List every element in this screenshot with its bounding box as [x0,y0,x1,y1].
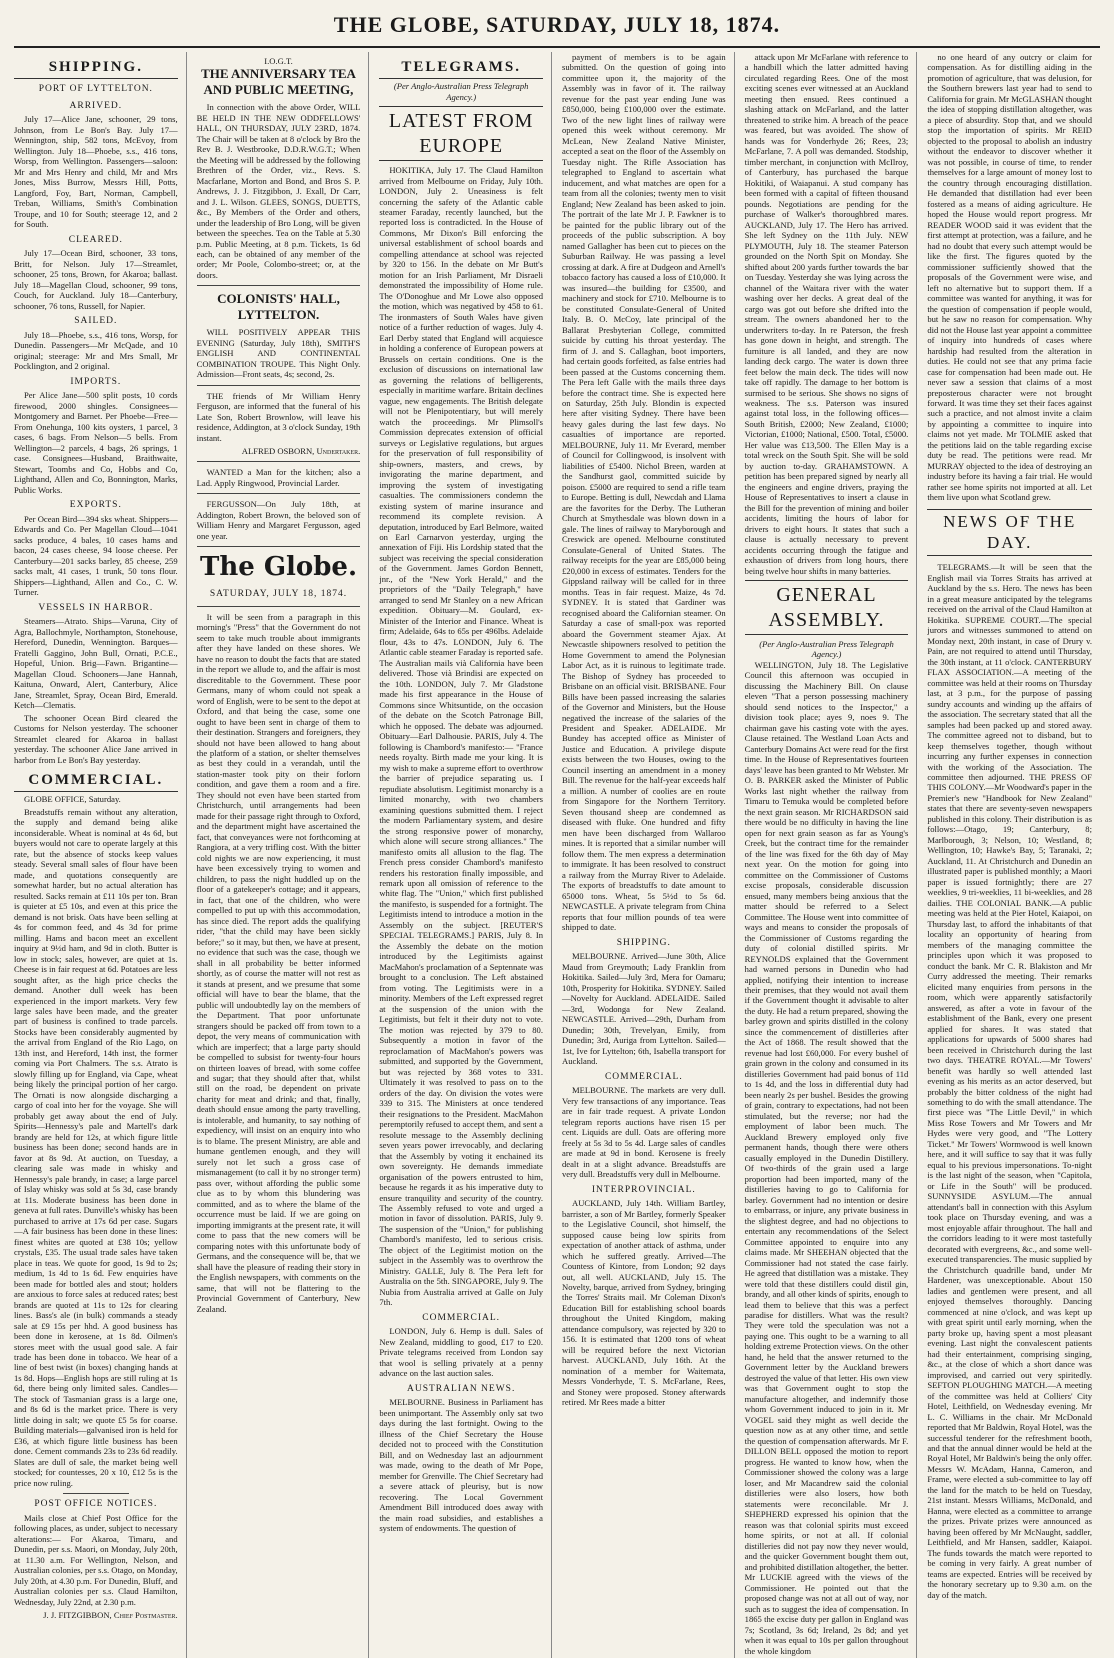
cleared-text: July 17—Ocean Bird, schooner, 33 tons, Britt, for Nelson. July 17—Streamlet, schooner, 25 tons, Brown, for Akaroa; ballast. July 18—Magellan Cloud, schooner, 99 tons, Couch, for Auckland. July 18—Canterbury, schooner, 76 tons, Russell, for Napier. [14,248,178,311]
funeral-notice: THE friends of Mr William Henry Ferguson, are informed that the funeral of his Late Son, Robert Brownlow, will leave his residence, Addington, at 3 o'clock Sunday, 19th instant. [196,390,361,443]
column-6 [927,52,1100,1658]
death-notice: FERGUSSON—On July 18th, at Addington, Robert Brown, the beloved son of William Henry and Margaret Fergusson, aged one year. [196,499,361,541]
telegrams-text: HOKITIKA, July 17. The Claud Hamilton arrived from Melbourne on Friday, July 10th. LONDON, July 2. Uneasiness is felt concerning the safety of the Atlantic cable steamer Faraday, recently launched, but the reported loss is contradicted. In the House of Commons, Mr Dixon's Bill enforcing the universal establishment of school boards and compelling attendance at school was rejected by 320 to 156. In the debate on Mr Butt's motion for an Irish Parliament, Mr Disraeli demonstrated the impossibility of Home rule. The O'Donoghue and Mr Lowe also opposed the motion, which was negatived by 458 to 61. The ironmasters of South Wales have given notice of a further reduction of wages. July 4. Earl Derby stated that England will acquiesce in holding a conference of European powers at Brussels on certain conditions. One is the exclusion of discussions on international law as governing the relations of belligerents, especially in maritime warfare. Britain declines vague, new engagements. The British delegate will not be Plenipotentiary, but will merely watch the proceedings. Mr Plimsoll's Commission deprecates extension of official surveys or Legislative regulations, but argues for the preservation of full responsibility of ship-owners, masters, and crews, by invigorating the marine department, and improving the system of investigating casualties. The commissioners condemn the existing system of marine insurance and recommend its complete revision. A deputation, introduced by Earl Belmore, waited on Earl Carnarvon yesterday, urging the annexation of Fiji. His Lordship stated that the subject was receiving the special consideration of the Government. James Gordon Bennett, jnr., of the "New York Herald," and the proprietors of the "Daily Telegraph," have arranged to send Mr Stanley on a new African expedition. Obituary—M. Goulard, ex-Minister of the Interior and Finance. Wheat is firm; Adelaide, 64s to 65s per 496lbs. Adelaide flour, 43s to 47s. LONDON, July 6. The Atlantic cable steamer Faraday is reported safe. The Australian mails vià California have been delivered. Those vià Brindisi are expected on the 10th. LONDON, July 7. Mr Gladstone made his first appearance in the House of Commons since Whitsuntide, on the occasion of the debate on the Scotch Patronage Bill, which he opposed. The debate was adjourned. Obituary—Earl Dalhousie. PARIS, July 4. The following is Chambord's manifesto:— "France needs royalty. Birth made me your king. It is my wish to make a supreme effort to overthrow the barrier of prejudice separating us. I repudiate absolutism. Legitimist monarchy is a limited monarchy, with two chambers examining questions submitted them. I reject the modern Parliamentary system, and desire the strong responsive power of monarchy, which alone will secure strong alliances." The manifesto omits all allusion to the flag. The French press consider Chambord's manifesto renders his restoration finally impossible, and remark upon all omission of reference to the white flag. The "Union," which first published the manifesto, is suspended for a fortnight. The Legitimists intend to introduce a motion in the Assembly on the subject. [REUTER'S SPECIAL TELEGRAMS.] PARIS, July 8. In the Assembly the debate on the motion introduced by the Legitimists against MacMahon's proclamation of a Septennate was brought to a conclusion. The Left abstained from voting. The Legitimists were in a minority. Members of the Left expressed regret at the suspension of the union with the Legitimists, but felt it their duty not to vote. The motion was rejected by 379 to 80. Subsequently a motion in favor of the reproclamation of MacMahon's powers was submitted, and supported by the Government, but was rejected by 368 votes to 331. Ultimately it was resolved to pass on to the orders of the day. On division the votes were 339 to 315. The Ministers at once tendered their resignations to the President. MacMahon peremptorily refused to accept them, and sent a resolute message to the Assembly declining seven years power irrevocably, and declaring that the Assembly by voting it enchained its own sovereignty. He demands immediate organisation of the powers entrusted to him, because he regards it as his imperative duty to ensure tranquility and security of the country. The Assembly refused to vote and urged a motion in favor of dissolution. PARIS, July 9. The suspension of the "Union," for publishing Chambord's manifesto, led to serious crisis. The object of the Legitimist motion on the subject in the Assembly was to overthrow the Ministry. GALLE, July 8. The Pera left for Australia on the 5th. SINGAPORE, July 9. The Nubia from Australia arrived at Galle on July 7th. [379,165,543,1308]
telegrams-title: TELEGRAMS. [379,58,543,79]
divider [197,606,361,607]
colonists-hall-notice [197,291,361,323]
post-office-text: Mails close at Chief Post Office for the following places, as under, subject to necessary alterations:— For Akaroa, Timaru, and Dunedin, per s.s. Maori, on Monday, July 20th, at 11.30 a.m. For Wellington, Nelson, and Australian colonies, per s.s. Otago, on Monday, July 20th, at 4.30 p.m. For Dunedin, Bluff, and Australian colonies per s.s. Claud Hamilton, Wednesday, July 22nd, at 2.30 p.m. [14,1512,178,1607]
commercial-dateline: GLOBE OFFICE, Saturday. [24,794,121,805]
divider [197,461,361,462]
general-assembly-text: WELLINGTON, July 18. The Legislative Council this afternoon was occupied in discussing the Machinery Bill. On clause eleven "That a person possessing machinery should send notices to the Inspector," a division took place; ayes 9, noes 9. The chairman gave his casting vote with the ayes. Clause retained. The Westland Loan Acts and Canterbury Domains Act were read for the first time. In the House of Representatives fourteen days' leave has been granted to Mr Webster. Mr O. B. PARKER asked the Minister of Public Works last night whether the railway from Timaru to Temuka would be completed before the next grain season. Mr RICHARDSON said there would be no difficulty in having the line open for next grain season as far as Young's Creek, but the contract time for the remainder of the line was fixed for the 6th day of May next year. On the motion for going into committee on the Commissioner of Customs excise proposals, considerable discussion ensued, many members being anxious that the matter should be referred to a Select Committee. The House went into committee of ways and means to consider the proposals of the Commissioner of Customs regarding the duty of colonial distilled spirits. Mr REYNOLDS explained that the Government had warned persons in Dunedin who had applied, notifying their intention to increase their premises, that they would not avail them if the Government thought it advisable to alter the duty. He had a return prepared, showing the barley grown and spirits distilled in the colony since the commencement of distilleries after the Act of 1868. The result showed that the revenue had lost £60,000. For every bushel of grain grown in the colony and consumed in its distilleries Government had paid bonus of 11d to 1s 4d, and the loss in differential duty had been nearly 2s per bushel. Besides the growing of grain, contrary to expectations, had not been stimulated, but the reverse; nor had the employment of labor been much. The Auckland Brewery employed only five permanent hands, though there were others casually employed in the Dunedin Distillery. Of two-thirds of the grain used a large proportion had been imported, many of the distilleries having to go to California for barley. Government had no intention or desire to embarrass, or injure, any private business in the slightest degree, and had no objections to entertain any recommendations of the Select Committee appointed to enquire into any claims made. Mr SHEEHAN objected that the Commissioner had not stated the case fairly. He agreed that distillation was a mistake. They were told that these distillers could distil gin, brandy, and all other kinds of spirits, enough to lead them to believe that this was a perfect paradise for distillers. What was the result? They were told the speculation was not a paying one. This ought to be a warning to all holding extreme Protection views. On the other hand, he held that the answer returned to the Government letter by the Auckland brewers destroyed the value of that letter. His own view was that Government ought to stop the manufacture altogether, and indemnify those whom Government induced to join in it. Mr VOGEL said they might as well decide the question now as at any other time, and settle the question of compensation afterwards. Mr F. DILLON BELL opposed the motion to report progress. He wanted to know how, when the Commissioner showed the colony was a large loser, and Mr Macandrew said the colonial distilleries were also losers, how both statements were reconcilable. Mr J. SHEPHERD expressed his opinion that the reason was that colonial spirits must exceed home spirits, or not at all. If colonial distilleries did not pay now they never would, and the quicker Government bought them out, and prohibited distillation altogether, the better. Mr LUCKIE agreed with the views of the Commissioner. He pointed out that the proposed change was not at all out of way, nor such as to suggest the idea of compensation. In 1865 the excise duty per gallon in England was 7s; Scotland, 3s 6d; Ireland, 2s 8d; and yet when it was equal to 10s per gallon throughout the whole kingdom [744,659,909,1656]
colonists-hall-heading: COLONISTS' HALL, LYTTELTON. [217,291,340,323]
divider [197,285,361,286]
news-of-the-day-text: TELEGRAMS.—It will be seen that the English mail via Torres Straits has arrived at Auckland by the s.s. Hero. The news has been in a great measure anticipated by the telegrams received on the arrival of the Claud Hamilton at Hokitika. SUPREME COURT.—The special jurors and witnesses summoned to attend on Monday next, 20th instant, in case of Drury v. Pain, are not required to attend until Thursday, the 30th instant, at 11 o'clock. CANTERBURY FLAX ASSOCIATION.—A meeting of the committee was held at their rooms on Thursday last, at 3 p.m., for the purpose of passing sundry accounts and winding up the affairs of the association. The secretary stated that all the samples had been packed up and stored away. The committee agreed not to disband, but to keep themselves together, though without incurring any further expenses in connection with the working of the Association. The committee then adjourned. THE PRESS OF THIS COLONY.—Mr Woodward's paper in the Premier's new "Handbook for New Zealand" states that there are seventy-seven newspapers published in this colony. Their distribution is as follows:—Otago, 19; Canterbury, 8; Marlborough, 3; Nelson, 10; Westland, 8; Wellington, 10; Hawke's Bay, 5; Taranaki, 2; Auckland, 11. At Christchurch and Dunedin an illustrated paper is published monthly; a Maori paper is issued fortnightly; there are 27 weeklies, 9 tri-weeklies, 11 bi-weeklies, and 28 dailies. THE COLONIAL BANK.—A public meeting was held at the Pier Hotel, Kaiapoi, on Thursday last, to afford the inhabitants of that locality an opportunity of hearing from members of the managing committee the principles upon which it was proposed to conduct the bank. Mr C. R. Blakiston and Mr Curry addressed the meeting. Their remarks elicited many enquiries from persons in the room, which were apparently satisfactorily answered, as after a vote in favour of the establishment of the Bank, every one present applied for shares. It was stated that applications for upwards of 5000 shares had been received in Christchurch during the last two days. THEATRE ROYAL.—Mr Towers' benefit was hardly so well attended last evening as his merits as an actor deserved, but probably the bitter coldness of the night had something to do with the small attendance. The first piece was "The Little Devil," in which Miss Rose Towers and Mr Towers and Mr Hydes were very good, and "The Lottery Ticket." Mr Towers' Wormwood is well known here, and it will suffice to say that it was fully equal to his previous impersonations. To-night is the last night of the season, when "Capitola, or Life in the South" will be produced. SUNNYSIDE ASYLUM.—The annual attendant's ball in connection with this Asylum took place on Thursday evening, and was a most enjoyable affair throughout. The hall and the corridors leading to it were most tastefully decorated with evergreens, &c., and some well-executed transparencies. The music supplied by the Christchurch quadrille band, under Mr Hardener, was unexceptionable. About 150 ladies and gentlemen were present, and all enjoyed themselves thoroughly. Dancing commenced at nine o'clock, and was kept up with great spirit until early morning, when the party broke up, having spent a most pleasant evening. Last night the convalescent patients had their entertainment, comprising singing, &c., at the close of which a short dance was improvised, and carried out very spiritedly. SEFTON PLOUGHING MATCH.—A meeting of the committee was held at Colliers' City Hotel, Leithfield, on Wednesday evening. Mr L. C. Williams in the chair. Mr McDonald reported that Mr Baldwin, Royal Hotel, was the successful tenderer for the refreshment booth, and that the annual dinner would be held at the Royal Hotel, Mr Baldwin's being the only offer. Messrs W. McAdam, Hanna, Cameron, and Frame, were elected a sub-committee to lay off the land for the match to be held on Tuesday, 21st instant. Messrs Williams, McDonald, and Hanna, were elected as a committee to arrange the prizes. Private prizes were announced as having been offered by Mr McNaught, saddler, Leithfield, and Mr Hansen, saddler, Kaiapoi. The funds towards the match were reported to be coming in very fairly. A great number of teams are expected. Entries will be received by the honorary secretary up to 9.30 a.m. on the day of the match. [927,562,1092,1600]
commercial-text: Breadstuffs remain without any alteration, the supply and demand being alike inconsiderable. Wheat is nominal at 4s 6d, but buyers would not care to operate largely at this rate, but the absence of stocks keep values steady. Several small sales of flour have been made, and quotations consequently are somewhat harder, but no actual alteration has resulted. Sacks remain at £11 10s per ton. Bran is quieter at £5 10s, and even at this price the demand is not brisk. Oats have been selling at 4s for common feed, and 4s 3d for prime milling. Hams and bacon meet an excellent inquiry at 9½d ham, and 9d in cloth. Butter is low in stock; sales, however, are quiet at 1s. Cheese is in fair request at 6d. Potatoes are less sought after, as the high price checks the demand. Another dull week has been experienced in the import markets. Very few large sales have been made, and the greater part of business is confined to trade parcels. Stocks have been considerably augmented by the arrival from England of the Rio Lago, on 13th inst, and Hereford, 14th inst, the former coming via Port Chalmers. The s.s. Atrato is slowly filling up for England, via Cape, wheat being likely the principal portion of her cargo. The Ornati is now alongside discharging a cargo of coal into her for the voyage. She will probably get away about the end of July. Spirits—Hennessy's pale and Martell's dark brandy are held for 12s, at which figure little business has been done; second hands are in favor at 8s 9d. At auction, on Tuesday, a clearing sale was made in whisky and Hennessy's pale brandy, in case; a large parcel of Islay whisky was sold at 5s 3d, case brandy at 11s. Moderate business has been done in geneva at full rates. Dunville's whisky has been purchased to arrive at 17s 6d per case. Sugars—A fair business has been done in these lines: finest whites are quoted at £38 10s; yellow crystals, £35. The usual trade sales have taken place in teas. We quote for good, 1s 9d to 2s; medium, 1s 4d to 1s 6d. Few enquiries have been made for bottled ales and stout; holders are anxious to force sales at reduced rates; best brands are quoted at 11s to 12s for clearing lines. Bass's ale (in bulk) commands a steady sale at £9 15s per hhd. A good business has been done in kerosene, at 1s 8d. Oilmen's stores meet with the usual good sale. A fair trade has been done in tobacco. We hear of a line of best twist (in boxes) changing hands at 1s 8d. Hops—English hops are still ruling at 1s 6d, there being only limited sales. Candles—The stock of Tasmanian grass is a large one, and 8s 6d is the market price. There is very little doing in salt; we quote £5 5s for coarse. Building materials—galvanised iron is held for £36, at which figure little business has been done. Cement commands 23s to 23s 6d readily. Slates are dull of sale, the market being well stocked; for countesses, 20 x 10, £12 5s is the price now ruling. [14,806,178,1488]
divider [197,493,361,494]
commercial-text-3: MELBOURNE. The markets are very dull. Very few transactions of any importance. Teas are in fair trade request. A private London telegram reports auctions have risen 15 per cent. Liquids are dull. Oats are offering more freely at 5s 3d to 5s 4d. Large sales of candles are made at 9d in bond. Kerosene is freely dealt in at a slight advance. Breadstuffs are very dull. Breadstuffs very dull in Melbourne. [562,1085,726,1180]
port-title: PORT OF LYTTELTON. [38,84,153,95]
colonists-hall-text: WILL POSITIVELY APPEAR THIS EVENING (Saturday, July 18th), SMITH'S ENGLISH AND CONTINENTAL COMBINATION TROUPE. This Night Only. Admission—Front seats, 4s; second, 2s. [196,327,361,380]
interprovincial-continued: attack upon Mr McFarlane with reference to a handbill which the latter admitted having circulated regarding Rees. One of the most exciting scenes ever witnessed at an Auckland meeting then ensued. Rees continued a slashing attack on McFarland, and the latter threatened to strike him. A breach of the peace was feared, but was avoided. The show of hands was for Vonderhyde 26; Rees, 23; McFarlane, 7. A poll was demanded. Stodship, timber merchant, in conjunction with McIlroy, of Canterbury, has purchased the barque Hokitiki, of Waiapanui. A stud company has been formed with a capital of fifteen thousand pounds. Negotiations are pending for the purchase of Walker's thoroughbred mares. AUCKLAND, July 17. The Hero has arrived. She left Sydney on the 11th July. NEW PLYMOUTH, July 18. The steamer Paterson grounded on the North Spit on Monday. She shifted about 200 yards further towards the bar on Tuesday. Yesterday she was lying across the channel of the Waitara river with the water washing over her decks. A great deal of the cargo was got out before she drifted into the stream. The owners abandoned her to the underwriters to-day. In re Paterson, the fresh has gone down in height, and strength. The furniture is all landed, and they are now landing deck cargo. The water is down three feet below the main deck. The tides will now take off rapidly. The damage to her bottom is surmised to be serious. She shows no signs of weakness. The s.s. Paterson was insured against total loss, in the following offices—South British, £2000; New Zealand, £1000; Victorian, £1000; National, £500. Total, £5000. Her value was £13,500. The Ellen May is a total wreck on the South Spit. She will be sold by auction to-day. GRAHAMSTOWN. A petition has been prepared signed by nearly all the engineers and engine drivers, praying the House of Representatives to insert a clause in the Bill for the prevention of mining and boiler accidents, limiting the hours of labor for drivers to eight hours. It states that such a clause is actually necessary to prevent accidents occurring through the fatigue and exhaustion of drivers from long hours, there being twelve hour shifts in many batteries. [744,52,909,576]
column-5 [745,52,918,1658]
iogt-notice [197,56,361,98]
commercial-text-2: LONDON, July 6. Hemp is dull. Sales of New Zealand, middling to good, £17 to £20. Private telegrams received from London say that wool is selling privately at a penny advance on the last auction sales. [379,1326,543,1379]
telegrams-subtitle: (Per Anglo-Australian Press Telegraph Agency.) [393,81,529,102]
news-of-the-day-title: NEWS OF THE DAY. [927,509,1092,556]
post-office-signature: J. J. FITZGIBBON, Chief Postmaster. [43,1610,178,1621]
columns [14,52,1100,1656]
australian-news-continued: payment of members is to be again submitted. On the question of going into committee upon it, the majority of the Assembly was in favor of it. The railway revenue for the past year ending June was £850,000, being £100,000 over the estimate. Two of the new light lines of railway were opened this week without ceremony. Mr McLean, New Zealand Native Minister, accepted a seat on the floor of the Assembly on Tuesday night. The Rifle Association has telegraphed to England to ascertain what inducement, and what matches are open for a team from all the colonies; twenty men to visit England; New Zealand has been asked to join. The portrait of the late Mr J. P. Fawkner is to be painted for the public library out of the proceeds of the public subscription. A boy named Gallagher has been cut to pieces on the Suburban Railway. He was passing a level crossing at dark. A fire at Dudgeon and Arnell's tobacco factory has caused a loss of £10,000. It was insured—the building for £3500, and machinery and stock for £710. Melbourne is to be constituted Consulate-General of United Italy. B. O. McCoy, late principal of the Ballarat Presbyterian College, committed suicide by cutting his throat yesterday. The firm of J. and S. Callaghan, boot importers, had certain goods forfeited, as false entries had been passed at the Customs concerning them. The Pera left Galle with the mails three days before the contract time. She is expected here on Saturday, 25th July. Blondin is expected here after visiting Sydney. There have been heavy gales during the last few days. No casualties of importance are reported. MELBOURNE, July 11. Mr Everard, member of Council for Collingwood, is insolvent with liabilities of £5400. Nichol Breen, warden at the Sandhurst gaol, committed suicide by poison. £5000 are required to send a rifle team to Europe. Betting is dull, Newcdah and Llama are the favorites for the Derby. The Lutheran Church at Smythesdale was blown down in a gale. The lines of railway to Maryborough and Creswick are opened. Melbourne constituted Consulate-General of United States. The railway receipts for the year are £85,000 being £20,000 in excess of estimates. Tenders for the Gippsland railway will be called for in three months. Teas in fair request. Maize, 4s 7d. SYDNEY. It is stated that Gardiner was recognised aboard the Californian steamer. On Saturday a case of small-pox was reported aboard the Government steamer Ajax. At Newcastle shipowners resolved to petition the Home Government to amend the Polynesian Labor Act, as it is ruinous to legitimate trade. The Bishop of Sydney has proceeded to Brisbane on an official visit. BRISBANE. Four Bills have been passed increasing the salaries of the Governor and Ministers, but the House negatived the increase of the salaries of the President and Speaker. ADELAIDE. Mr Bundey has accepted office as Minister of Justice and Education. A privilege dispute exists between the two Houses, owing to the Council inserting an amendment in a money Bill. The revenue for the half-year exceeds half a million. A number of coolies are en route from Singapore for the Northern Territory. Seven thousand sheep are condemned as diseased with fluke. One hundred and fifty men have been discharged from Wallaroo mines. It is reported that a similar number will follow them. The men express a determination to immigrate. It has been resolved to construct a railway from the Murray River to Adelaide. The exports of breadstuffs to date amount to 65000 tons. Wheat, 5s 5½d to 5s 6d. NEWCASTLE. A private telegram from China reports that four million pounds of tea were shipped to date. [562,52,726,933]
wanted-notice: WANTED a Man for the kitchen; also a Lad. Apply Ringwood, Provincial Larder. [196,467,361,488]
australian-news-title: AUSTRALIAN NEWS. [406,1383,516,1394]
column-2 [197,52,370,1658]
commercial-title: COMMERCIAL. [14,771,178,792]
divider [197,385,361,386]
editorial-text: It will be seen from a paragraph in this morning's "Press" that the Government do not seem to take much trouble about immigrants after they have landed on these shores. We have no reason to doubt the facts that are stated in the report we allude to, and the affair is most discreditable to the Government. These poor Germans, many of whom could not speak a word of English, were to be sent to the depot at Oxford, and that being the case, some one ought to have been sent in charge of them to their destination. Strangers and foreigners, they should not have been allowed to hang about the platform of a station, or shelter themselves as best they could in a verandah, until the station-master took pity on their forlorn condition, and gave them a room and a fire. They should not even have been started from Christchurch, until arrangements had been made for their passage right through to Oxford, and the department might have ascertained the fact, that conveyances were not forthcoming at Rangiora, at a very trifling cost. With the bitter cold nights we are now experiencing, it must have been excessively trying to women and children, to pass the night huddled up on the floor of a gatekeeper's cottage; and it appears, in fact, that one of the children, who were compelled to put up with this accommodation, has since died. The report adds the qualifying rider, "that the child may have been sickly before;" so it may, but then, we have at present, no evidence that such was the case, though we shall in all probability be better informed shortly, as of course the matter will not rest as it stands at present, and we presume that some official will have to bear the blame, that the public will undoubtedly lay on the members of the Department. That poor unfortunate strangers should be packed off from town to a depot, the very means of communication with which are imperfect; that a large party should be compelled to subsist for twenty-four hours on thirteen loaves of bread, with some coffee and sugar; that they should after that, whilst still on the road, be dependent on private charity for meat and drink; and that, finally, death should ensue among the party travelling, is intolerable, and humanity, to say nothing of expediency, will insist on an enquiry into who is to blame. The present Ministry, are able and humane gentlemen enough, and they will surely not let such a gross case of mismanagement (to call it by no stronger term) pass over, without affording the public some clue as to by whom this blundering was committed, and as to where the blame of the occurrence must be laid. If we are going on importing immigrants at the present rate, it will come to pass that the new comers will be comparing notes with this unfortunate body of Germans, and the consequence will be, that we shall have the pleasure of reading their story in the English newspapers, with comments on the same, that will not be flattering to the Provincial Government of Canterbury, New Zealand. [196,611,361,1314]
column-4 [562,52,735,1658]
column-1 [14,52,187,1658]
general-assembly-subtitle: (Per Anglo-Australian Press Telegraph Agency.) [759,639,894,660]
divider [197,546,361,547]
vessels-text: Steamers—Atrato. Ships—Varuna, City of Agra, Ballochmyle, Northampton, Stonehouse, Hereford, Dunedin, Wennington. Barques—Fratelli Gaggino, John Bull, Ornati, P.C.E., Hopeful, Union. Brig—Fawn. Brigantine—Magellan Cloud. Schooners—Jane Hannah, Kaituna, Onward, Alert, Canterbury, Alice Jane, Streamlet, Spray, Ocean Bird, Emerald. Ketch—Clematis. [14,616,178,711]
shipping-text-2: MELBOURNE. Arrived—June 30th, Alice Maud from Greymouth; Lady Franklin from Hokitika. Sailed—July 3rd, Mera for Oamaru; 10th, Prosperity for Hokitika. SYDNEY. Sailed—Novelty for Auckland. ADELAIDE. Sailed—3rd, Wodonga for New Zealand. NEWCASTLE. Arrived—29th, Durham from Dunedin; 30th, Trevelyan, Emily, from Dunedin; 3rd, Auriga from Lyttelton. Sailed—1st, Ive for Lyttelton; 6th, Isabella transport for Auckland. [562,951,726,1067]
cleared-label: CLEARED. [68,234,123,245]
vessels-label: VESSELS IN HARBOR. [38,602,154,613]
divider [63,1493,128,1494]
interprovincial-title: INTERPROVINCIAL. [591,1184,696,1195]
general-assembly-title: GENERAL ASSEMBLY. [745,580,909,635]
arrived-label: ARRIVED. [69,100,123,111]
latest-from-europe-title: LATEST FROM EUROPE [379,106,543,161]
sailed-text: July 18—Phoebe, s.s., 416 tons, Worsp, for Dunedin. Passengers—Mr McQade, and 10 original; steerage: Mr and Mrs Small, Mr Pocklington, and 2 original. [14,329,178,372]
shipping-title-2: SHIPPING. [616,937,671,948]
post-office-title: POST OFFICE NOTICES. [34,1499,158,1510]
interprovincial-text: AUCKLAND, July 14th. William Bartley, barrister, a son of Mr Bartley, formerly Speaker to the Legislative Council, shot himself, the supposed cause being low spirits from expectation of another attack of asthma, under which he suffered greatly. Arrived—The Countess of Kintore, from London; 92 days out, all well. AUCKLAND, July 15. The Novelty, barque, arrived from Sydney, bringing the Torres' Straits mail. Mr Coleman Dixon's Education Bill for establishing school boards throughout the United Kingdom, making attendance compulsory, was rejected by 320 to 156. It is estimated that 1200 tons of wheat will be required before the next Victorian harvest. AUCKLAND, July 16th. At the nomination of a member for Waitemata, Messrs Vonderhyde, T. S. McFarlane, Rees, and Stoney were proposed. Stoney afterwards retired. Mr Rees made a bitter [562,1198,726,1408]
general-assembly-continued: no one heard of any outcry or claim for compensation. As for distilling aiding in the promotion of agriculture, that was delusion, for the Southern brewers last year had to send to California for grain. Mr McGLASHAN thought the idea of stopping distillation altogether, was a piece of absurdity. Stop that, and we should stop the importation of spirits. Mr REID objected to the proposal to abolish an industry without the endeavor to discover whether it was not possible, in course of time, to render themselves for a large amount of money lost to the country through encouraging distillation. He demanded that distillation had ever been fostered as a means of aiding agriculture. He hoped the House would report progress. Mr READER WOOD said it was evident that the first attempt at protection, was a failure, and he had no doubt that every such attempt would be like the first. The figures quoted by the commissioner sufficiently showed that the proposals of the Government were wise, and left no alternative but to support them. If a committee was wanted for anything, it was for the question of compensation if people would, but he saw no reason for compensation. Why did not the House last year appoint a committee of inquiry into hundreds of cases where hardship had resulted from the alteration in duties. He could not see that any prima facie case for compensation had been made out. He never saw a session that claims of a most preposterous character were not brought forward. It was time they set their faces against such a practice, and not almost invite a claim by appointing a committee to inquire into claims not yet made. Mr TOLMIE asked that the petitions laid on the table regarding excise duty be read. The petitions were read. Mr MURRAY objected to the idea of destroying an industry before its having a fair trial. He would rather see home spirits not imported at all. Let them live upon what Scotland grew. [927,52,1093,503]
globe-date: SATURDAY, JULY 18, 1874. [209,589,348,600]
undertaker-signature: ALFRED OSBORN, Undertaker. [241,446,361,456]
iogt-heading: I.O.G.T. [264,56,293,66]
sailed-label: SAILED. [74,316,118,327]
shipping-note: The schooner Ocean Bird cleared the Customs for Nelson yesterday. The schooner Streamlet cleared for Akaroa in ballast yesterday. The schooner Alice Jane arrived in harbor from Le Bon's Bay yesterday. [14,712,178,765]
imports-text: Per Alice Jane—500 split posts, 10 cords firewood, 2000 shingles. Consignees—Montgomery and Barnet. Per Phoebe—Free—From Onehunga, 100 kits oysters, 1 parcel, 3 cases, 6 bags. From Nelson—5 bells. From Wellington—2 parcels, 4 bags, 26 springs, 1 case. Consignees—Husband, Braithwaite, Stewart, Toombs and Co, Hobbs and Co, Lighthand, Allen and Co, Bonnington, Marks, Public Works. [14,390,178,495]
exports-label: EXPORTS. [69,500,122,511]
tea-heading: THE ANNIVERSARY TEA AND PUBLIC MEETING, [201,66,356,98]
tea-text: In connection with the above Order, WILL BE HELD IN THE NEW ODDFELLOWS' HALL, ON THURSDAY, JULY 23RD, 1874. The Chair will be taken at 8 o'clock by Bro the Rev B. J. Westbrooke, D.D.R.W.G.T.; When the Meeting will be addressed by the following Brethren of the Order, viz., Revs. S. Macfarlane, Morton and Bond, and Bros S. P. Andrews, J. J. Fitzgibbon, J. Exall, Dr Carr, and J. L. Wilson. GLEES, SONGS, DUETTS, &c., By Members of the Order and others, under the leadership of Bro Long, will be given between the speeches. Tea on the Table at 5.30 p.m. Public Meeting, at 8 p.m. Tickets, 1s 6d each, can be obtained of any member of the order; Mr Poole, Colombo-street; or, at the doors. [196,102,361,280]
arrived-text: July 17—Alice Jane, schooner, 29 tons, Johnson, from Le Bon's Bay. July 17—Wennington, ship, 582 tons, McEvoy, from Wellington. July 18—Phoebe, s.s., 416 tons, Worsp, from Wellington. Passengers—saloon: Mr and Mrs Henry and child, Mr and Mrs Jones, Miss Burrow, Messrs Hill, Potts, Langford, Foy, Bart, Norman, Campbell, Treban, Williams, Smith's Combination Troupe, and 10 for South; steerage 12, and 2 for South. [14,114,178,230]
commercial-title-2: COMMERCIAL. [422,1312,501,1323]
column-3 [379,52,552,1658]
imports-label: IMPORTS. [70,376,122,387]
australian-news-text: MELBOURNE. Business in Parliament has been unimportant. The Assembly only sat two days during the last fortnight. Owing to the illness of the Chief Secretary the House decided not to proceed with the Constitution Bill, and on Wednesday last an adjournment was made, owing to the death of Mr Pope, member for Grenville. The Chief Secretary had a severe attack of pleurisy, but is now recovering. The Local Government Amendment Bill introduced does away with the main road subsidies, and establishes a system of endowments. The question of [379,1397,543,1534]
shipping-title: SHIPPING. [14,58,178,79]
globe-title: The Globe. [199,552,358,583]
commercial-title-3: COMMERCIAL. [604,1071,683,1082]
exports-text: Per Ocean Bird—394 sks wheat. Shippers—Edwards and Co. Per Magellan Cloud—1041 sacks produce, 4 bales, 10 cases hams and bacon, 24 cases cheese, 94 loose cheese. Per Canterbury—201 sacks barley, 85 cheese, 259 sacks malt, 41 cases, 1 trunk, 50 tons flour. Shippers—Lighthand, Allen and Co., C. W. Turner. [14,513,178,598]
masthead: THE GLOBE, SATURDAY, JULY 18, 1874. [14,12,1100,48]
